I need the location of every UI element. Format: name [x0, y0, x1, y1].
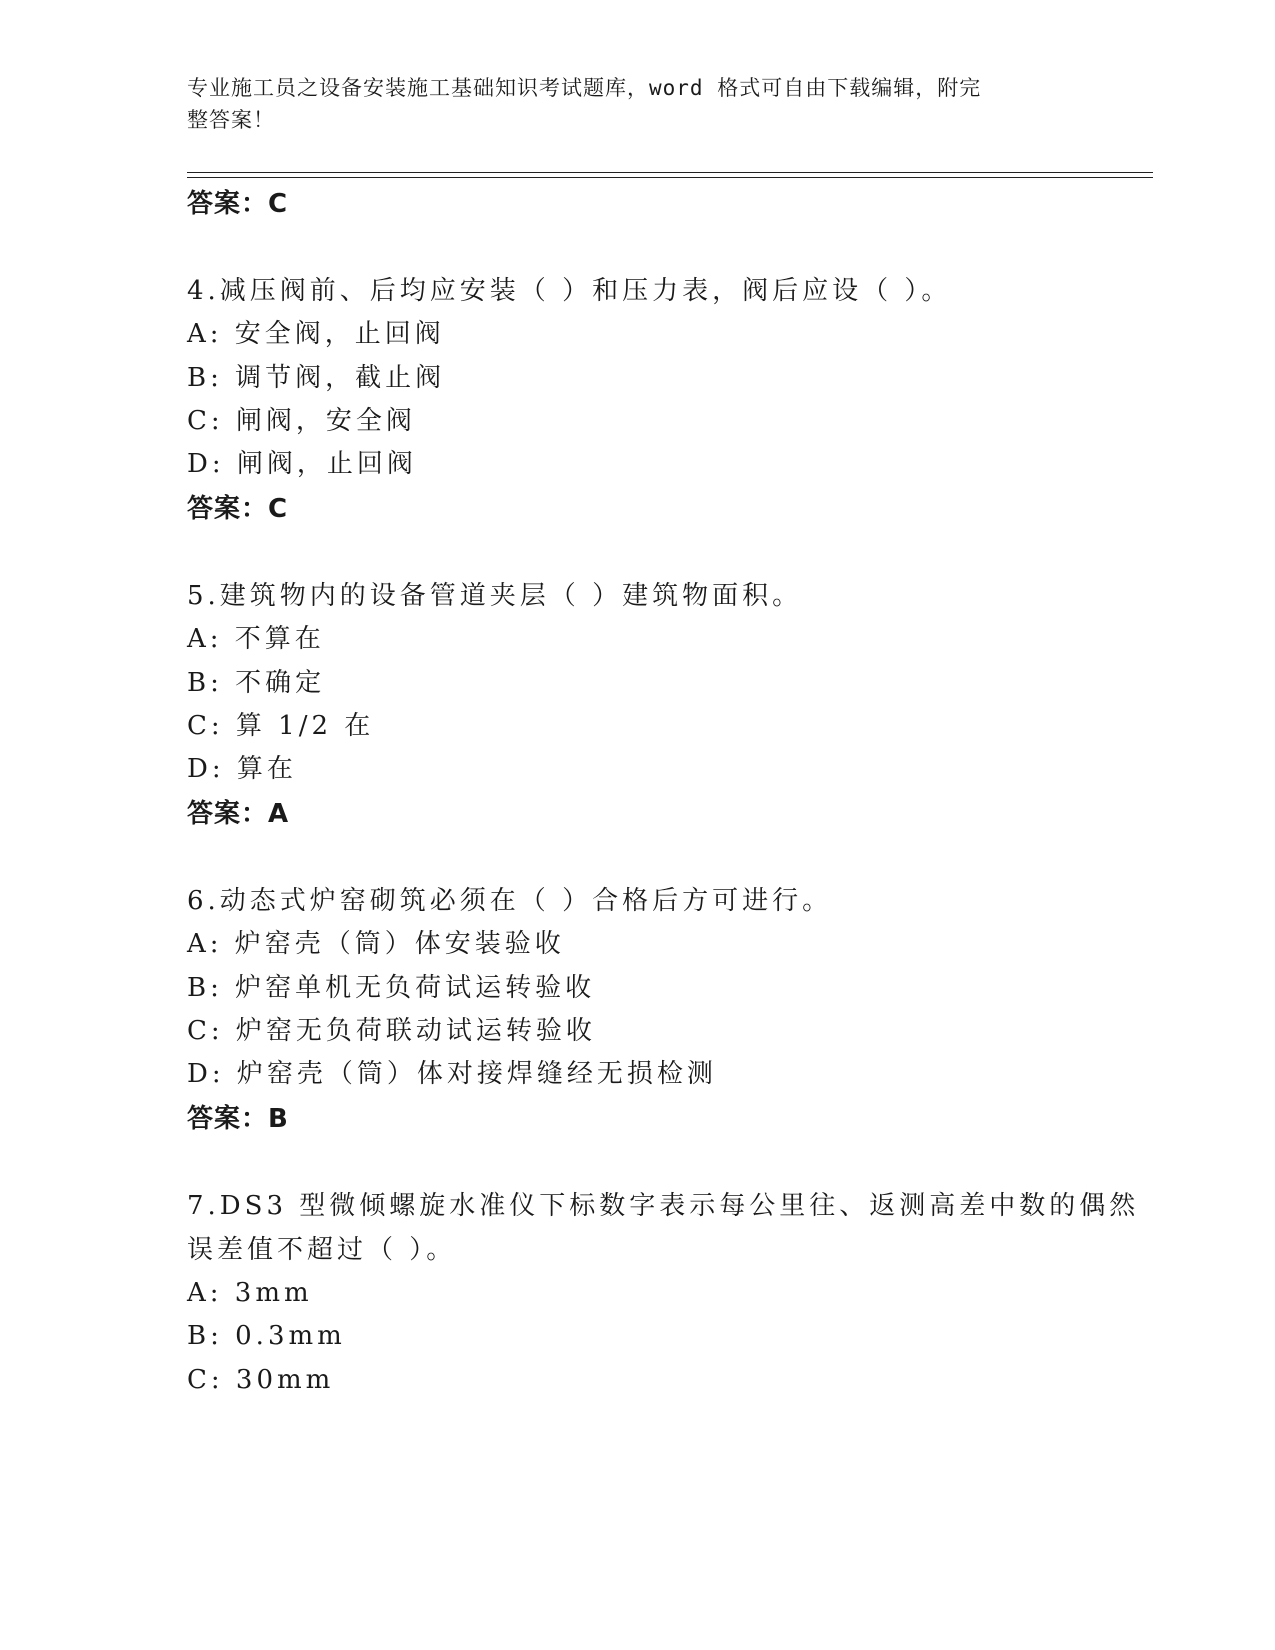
question-5: 5.建筑物内的设备管道夹层（ ）建筑物面积。 — [187, 581, 803, 611]
header-text-line-1: 专业施工员之设备安装施工基础知识考试题库，word 格式可自由下载编辑，附完 — [187, 76, 982, 100]
question-6-option-d: D: 炉窑壳（筒）体对接焊缝经无损检测 — [187, 1059, 717, 1089]
question-4-option-c: C: 闸阀，安全阀 — [187, 406, 416, 436]
answer-4: 答案：C — [187, 494, 289, 524]
question-4: 4.减压阀前、后均应安装（ ）和压力表，阀后应设（ ）。 — [187, 276, 952, 306]
question-4-option-a: A: 安全阀，止回阀 — [187, 319, 445, 349]
question-6-option-b: B: 炉窑单机无负荷试运转验收 — [187, 973, 596, 1003]
question-7-option-c: C: 30mm — [187, 1365, 335, 1395]
answer-3: 答案：C — [187, 189, 289, 219]
question-6-option-c: C: 炉窑无负荷联动试运转验收 — [187, 1016, 596, 1046]
question-5-option-a: A: 不算在 — [187, 624, 325, 654]
answer-6: 答案：B — [187, 1104, 289, 1134]
question-7-option-b: B: 0.3mm — [187, 1321, 346, 1351]
question-7-line-1: 7.DS3 型微倾螺旋水准仪下标数字表示每公里往、返测高差中数的偶然 — [187, 1191, 1140, 1221]
header-rule-bottom — [187, 177, 1153, 178]
question-7-line-2: 误差值不超过（ ）。 — [187, 1235, 457, 1265]
question-4-option-b: B: 调节阀，截止阀 — [187, 363, 446, 393]
question-4-option-d: D: 闸阀，止回阀 — [187, 449, 417, 479]
question-5-option-b: B: 不确定 — [187, 668, 326, 698]
question-5-option-d: D: 算在 — [187, 754, 297, 784]
question-6: 6.动态式炉窑砌筑必须在（ ）合格后方可进行。 — [187, 886, 833, 916]
question-7-option-a: A: 3mm — [187, 1278, 313, 1308]
header-rule-top — [187, 172, 1153, 173]
header-text-line-2: 整答案！ — [187, 108, 275, 132]
question-6-option-a: A: 炉窑壳（筒）体安装验收 — [187, 929, 565, 959]
question-5-option-c: C: 算 1/2 在 — [187, 711, 375, 741]
answer-5: 答案：A — [187, 799, 290, 829]
